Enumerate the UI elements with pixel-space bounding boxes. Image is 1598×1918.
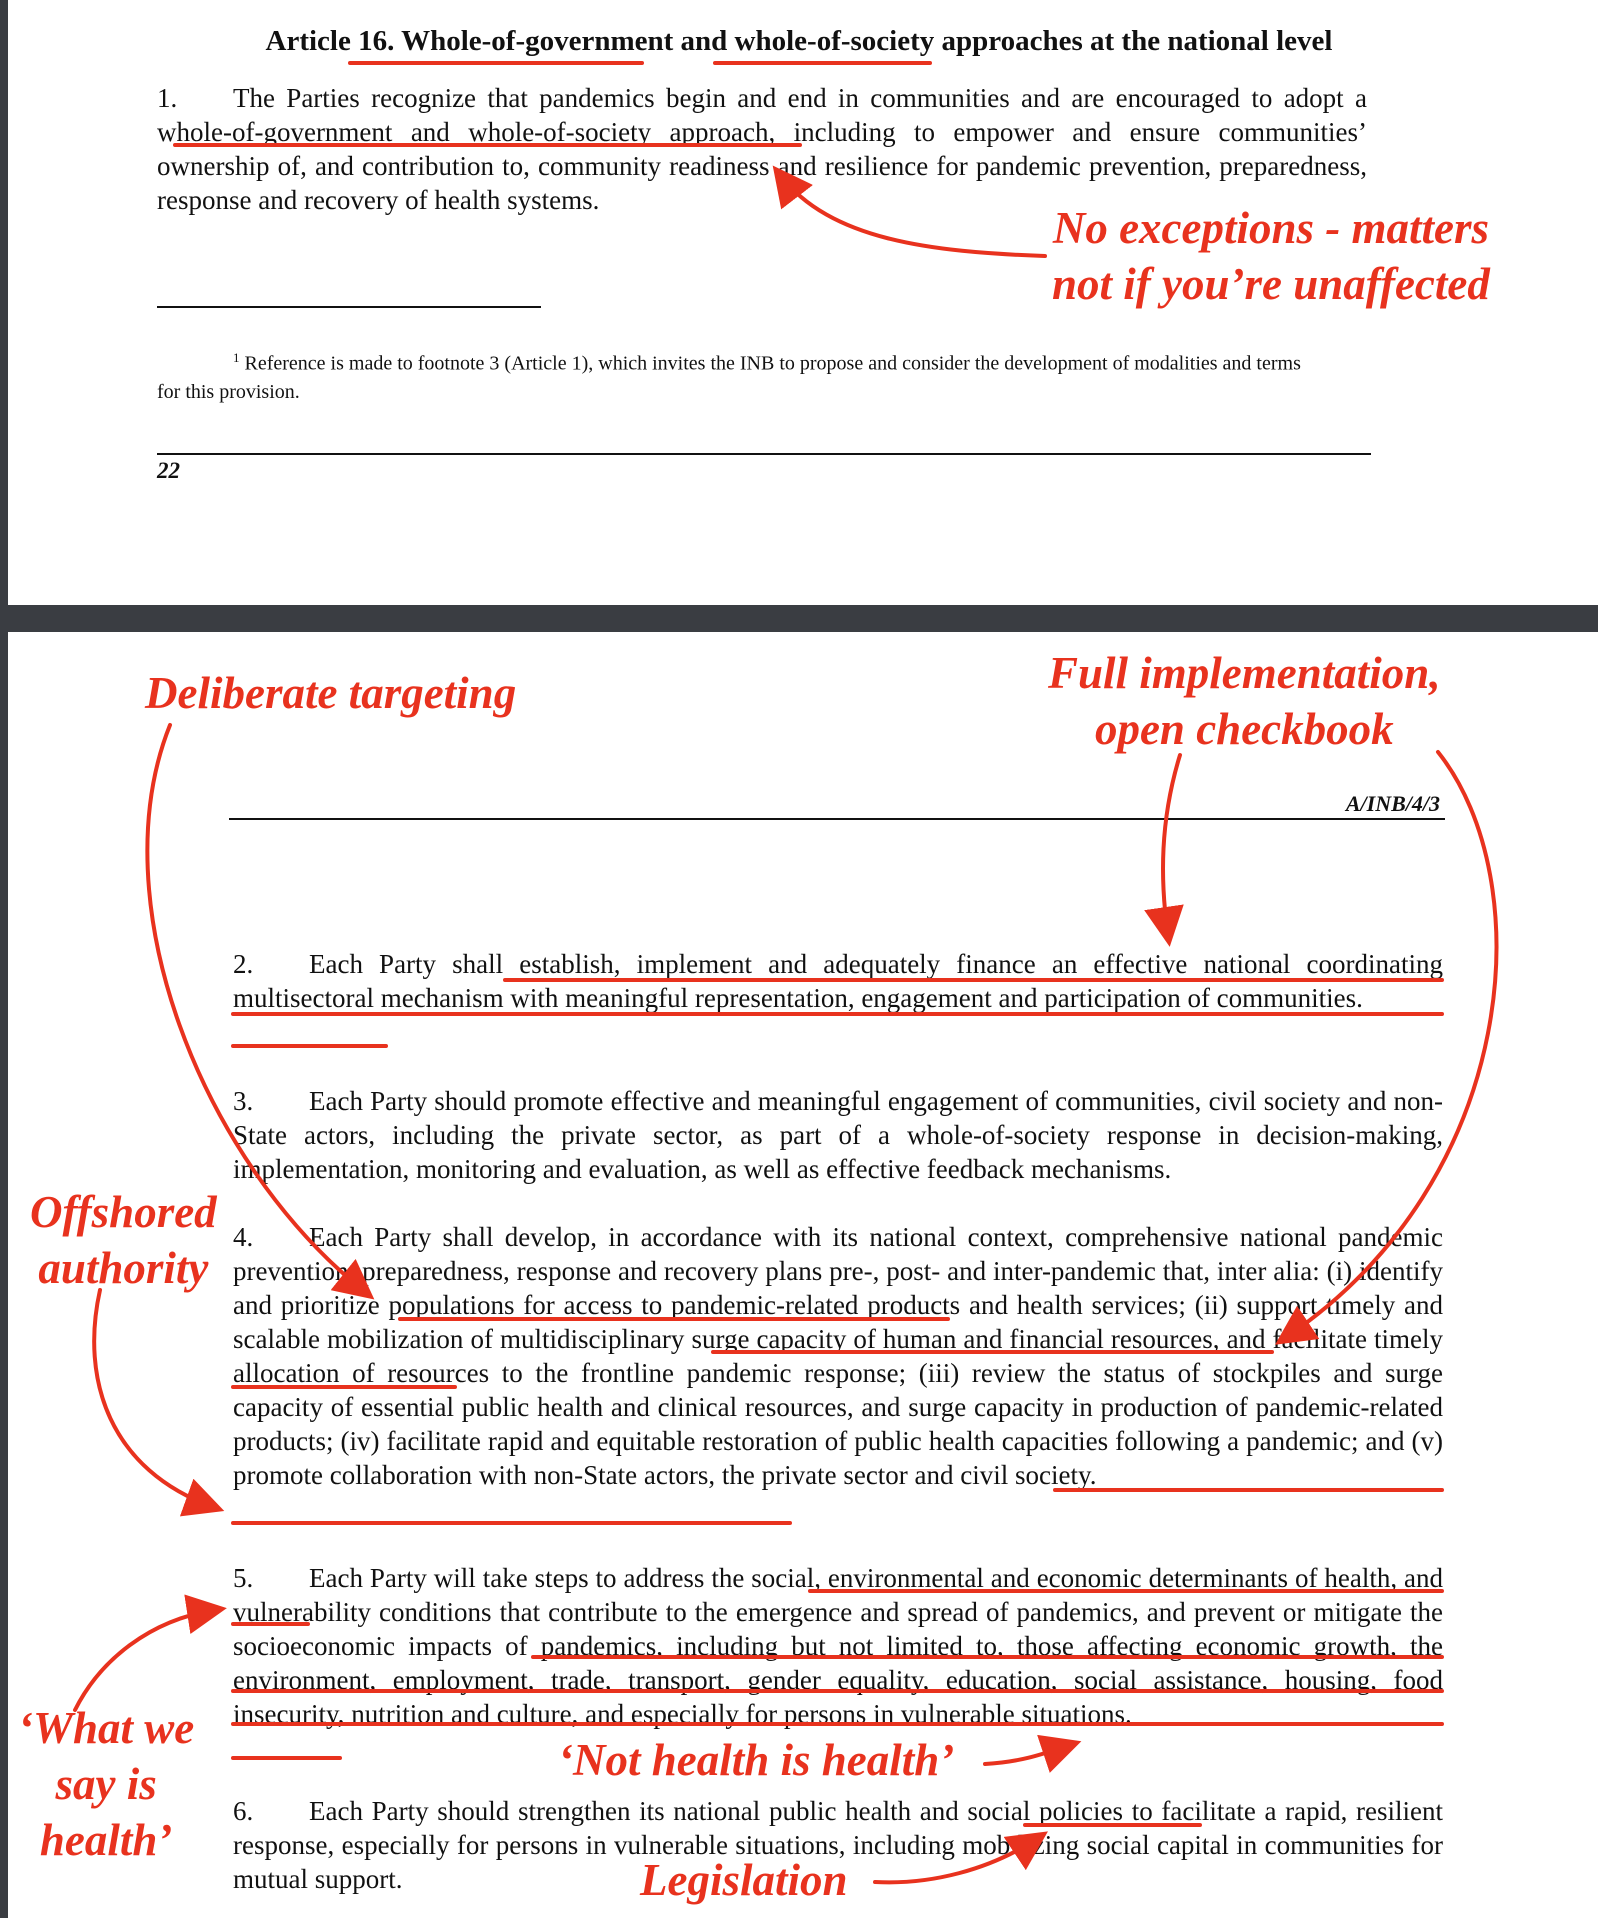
annotation-line: health’: [39, 1815, 173, 1865]
arrow: [780, 175, 1045, 256]
annotation-full-implementation: [1048, 645, 1441, 757]
annotation-not-health: ‘Not health is health’: [558, 1735, 955, 1785]
annotation-line: Full implementation,: [1048, 648, 1441, 698]
paragraph-number: 5.: [233, 1563, 254, 1593]
paragraph-text: Each Party shall develop, in accordance with its national context, comprehensive national pandemic prevention, preparedness, response and recovery plans pre-, post- and inter-pandemic that, inter alia: (i) identify and prioritize populations for access to pandemic-related products and health services; (ii) support timely and scalable mobilization of multidisciplinary surge capacity of human and financial resources, and facilitate timely allocation of resources to the frontline pandemic response; (iii) review the status of stockpiles and surge capacity of essential public health and clinical resources, and surge capacity in production of pandemic-related products; (iv) facilitate rapid and equitable restoration of public health capacities following a pandemic; and (v) promote collaboration with non-State actors, the private sector and civil society.: [233, 1222, 1443, 1490]
arrow: [875, 1838, 1038, 1882]
annotation-legislation: Legislation: [640, 1855, 848, 1905]
annotation-what-we-say: [18, 1700, 194, 1868]
arrow: [985, 1745, 1070, 1764]
arrow: [1285, 752, 1496, 1338]
annotation-line: Offshored: [30, 1187, 217, 1237]
paragraph-text: Each Party should strengthen its national public health and social policies to facilitate a rapid, resilient response, especially for persons in vulnerable situations, including mobilizing social capital in communities for mutual support.: [233, 1796, 1443, 1894]
paragraph-text: Each Party shall establish, implement and adequately finance an effective national coordinating multisectoral mechanism with meaningful representation, engagement and participation of communities.: [233, 949, 1443, 1013]
annotation-line: authority: [38, 1243, 209, 1293]
paragraph-text: Each Party should promote effective and meaningful engagement of communities, civil society and non-State actors, including the private sector, as part of a whole-of-society response in decision-making, implementation, monitoring and evaluation, as well as effective feedback mechanisms.: [233, 1086, 1443, 1184]
annotation-line: not if you’re unaffected: [1052, 259, 1490, 309]
paragraph-number: 2.: [233, 949, 254, 979]
annotation-line: ‘What we: [18, 1703, 195, 1753]
article-heading: Article 16. Whole-of-government and whole-of-society approaches at the national level: [265, 25, 1333, 57]
paragraph-number: 6.: [233, 1796, 254, 1826]
page-number: 22: [157, 458, 180, 483]
arrow: [1163, 755, 1180, 935]
paragraph-number: 4.: [233, 1222, 254, 1252]
annotation-line: say is: [55, 1759, 157, 1809]
annotation-line: open checkbook: [1094, 704, 1394, 754]
paragraph-number: 3.: [233, 1086, 254, 1116]
annotation-line: No exceptions - matters: [1052, 203, 1490, 253]
footnote-text: Reference is made to footnote 3 (Article 1), which invites the INB to propose and consider the development of modalities and terms for this provision.: [157, 352, 1301, 403]
footnote-mark: 1: [233, 350, 240, 365]
arrow: [94, 1290, 213, 1507]
paragraph-number: 1.: [157, 83, 178, 113]
paragraph-text: Each Party will take steps to address the social, environmental and economic determinants of health, and vulnerability conditions that contribute to the emergence and spread of pandemics, and prevent or mitigate the socioeconomic impacts of pandemics, including but not limited to, those affecting economic growth, the environment, employment, trade, transport, gender equality, education, social assistance, housing, food insecurity, nutrition and culture, and especially for persons in vulnerable situations.: [233, 1563, 1443, 1729]
annotation-no-exceptions: [1052, 200, 1490, 312]
paragraph-text: The Parties recognize that pandemics begin and end in communities and are encouraged to adopt a whole-of-government and whole-of-society approach, including to empower and ensure communities’ ownership of, and contribution to, community readiness and resilience for pandemic prevention, preparedness, response and recovery of health systems.: [157, 83, 1367, 215]
annotation-offshored-authority: [30, 1184, 217, 1296]
annotation-deliberate-targeting: Deliberate targeting: [145, 668, 517, 718]
arrow: [75, 1610, 215, 1710]
document-id: A/INB/4/3: [1345, 791, 1440, 816]
